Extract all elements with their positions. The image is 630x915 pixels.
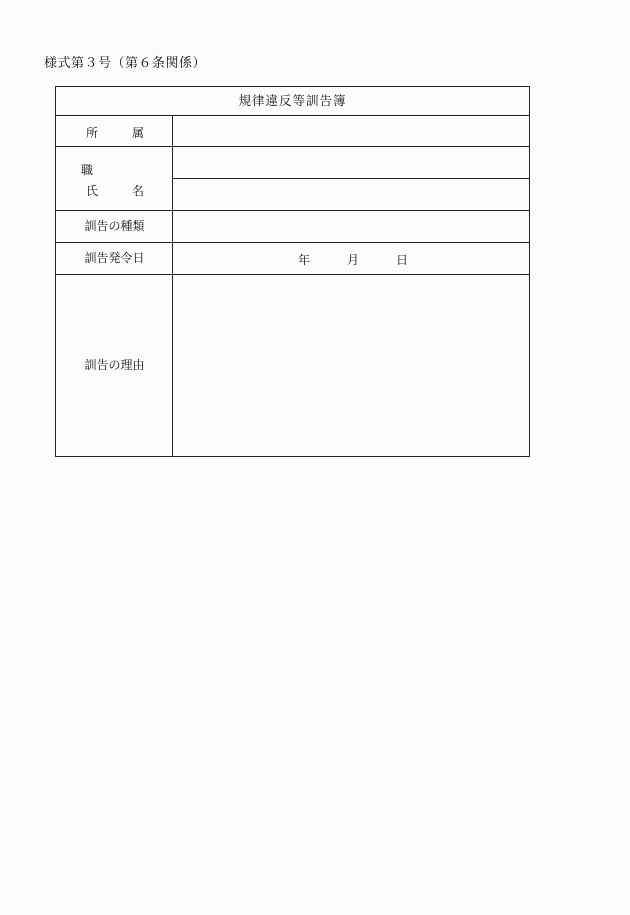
issue-date-field[interactable]: [173, 243, 529, 274]
ledger-title: 規律違反等訓告簿: [238, 93, 347, 108]
day-unit-label: 日: [396, 253, 409, 267]
month-unit-label: 月: [347, 253, 360, 267]
position-field[interactable]: [173, 147, 529, 178]
reprimand-ledger-table: [55, 86, 530, 457]
issue-date-label: 訓告発令日: [84, 251, 145, 265]
reprimand-type-label: 訓告の種類: [84, 219, 145, 233]
name-field[interactable]: [173, 179, 529, 210]
reprimand-type-field[interactable]: [173, 211, 529, 242]
affiliation-label-char: 属: [132, 126, 145, 140]
name-label-char: 氏: [86, 184, 99, 198]
affiliation-field[interactable]: [173, 116, 529, 146]
name-label-char: 名: [132, 184, 145, 198]
year-unit-label: 年: [298, 253, 311, 267]
reason-label: 訓告の理由: [84, 358, 145, 372]
affiliation-label: [56, 116, 173, 146]
position-name-label: [56, 147, 173, 210]
form-number: 様式第３号（第６条関係）: [44, 56, 207, 71]
affiliation-label-char: 所: [86, 126, 99, 140]
position-label: 職: [81, 163, 94, 177]
reason-field[interactable]: [173, 275, 529, 456]
